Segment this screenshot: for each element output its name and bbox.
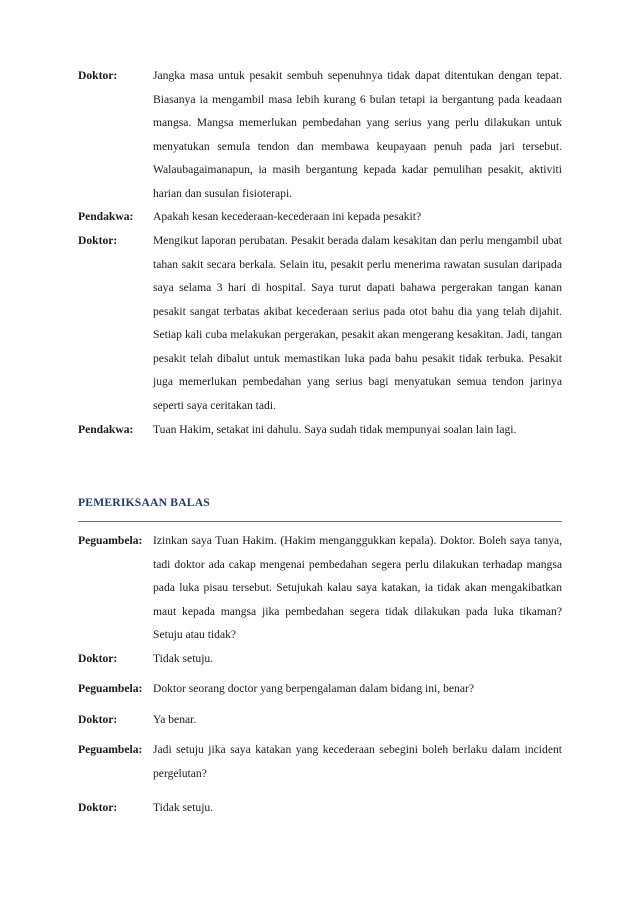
speaker-label: Pendakwa: <box>78 423 134 436</box>
dialogue-text: Mengikut laporan perubatan. Pesakit berada dalam kesakitan dan perlu mengambil ubat tahan sakit secara berkala. Selain itu, pesakit perlu menerima rawatan susulan daripada saya selama 3 hari di hospital. Saya turut dapati bahawa pergerakan tangan kanan pesakit sangat terbatas akibat kecederaan serius pada otot bahu dia yang telah dijahit. Setiap kali cuba melakukan pergerakan, pesakit akan mengerang kesakitan. Jadi, tangan pesakit telah dibalut untuk memastikan luka pada bahu pesakit tidak terbuka. Pesakit juga memerlukan pembedahan yang serius bagi menyatukan semua tendon jarinya seperti saya ceritakan tadi. <box>153 234 562 412</box>
speaker-label: Peguambela: <box>78 682 143 695</box>
speaker-label: Peguambela: <box>78 534 143 547</box>
speaker-label: Doktor: <box>78 801 118 814</box>
heading-divider <box>78 521 562 522</box>
dialogue-text: Tidak setuju. <box>153 801 214 814</box>
speaker-label: Pendakwa: <box>78 210 134 223</box>
dialogue-text: Apakah kesan kecederaan-kecederaan ini kepada pesakit? <box>153 210 422 223</box>
dialogue-text: Jangka masa untuk pesakit sembuh sepenuhnya tidak dapat ditentukan dengan tepat. Biasanya ia mengambil masa lebih kurang 6 bulan tetapi ia bergantung pada keadaan mangsa. Mangsa memerlukan pembedahan yang serius yang perlu dilakukan untuk menyatukan semula tendon dan membawa keupayaan penuh pada jari tersebut. Walaubagaimanapun, ia masih bergantung kepada kadar pemulihan pesakit, aktiviti harian dan susulan fisioterapi. <box>153 69 562 200</box>
dialogue-text: Ya benar. <box>153 713 197 726</box>
speaker-label: Doktor: <box>78 234 118 247</box>
dialogue-text: Izinkan saya Tuan Hakim. (Hakim menganggukkan kepala). Doktor. Boleh saya tanya, tadi doktor ada cakap mengenai pembedahan segera perlu dilakukan terhadap mangsa pada luka pisau tersebut. Setujukah kalau saya katakan, ia tidak akan mengakibatkan maut kepada mangsa jika pembedahan segera tidak dilakukan pada luka tikaman? Setuju atau tidak? <box>153 534 562 641</box>
speaker-label: Doktor: <box>78 652 118 665</box>
section-heading: PEMERIKSAAN BALAS <box>78 496 210 509</box>
speaker-label: Peguambela: <box>78 743 143 756</box>
speaker-label: Doktor: <box>78 69 118 82</box>
dialogue-text: Tidak setuju. <box>153 652 214 665</box>
speaker-label: Doktor: <box>78 713 118 726</box>
dialogue-text: Jadi setuju jika saya katakan yang kecederaan sebegini boleh berlaku dalam incident pergelutan? <box>153 743 562 780</box>
dialogue-text: Doktor seorang doctor yang berpengalaman dalam bidang ini, benar? <box>153 682 474 695</box>
dialogue-text: Tuan Hakim, setakat ini dahulu. Saya sudah tidak mempunyai soalan lain lagi. <box>153 423 517 436</box>
